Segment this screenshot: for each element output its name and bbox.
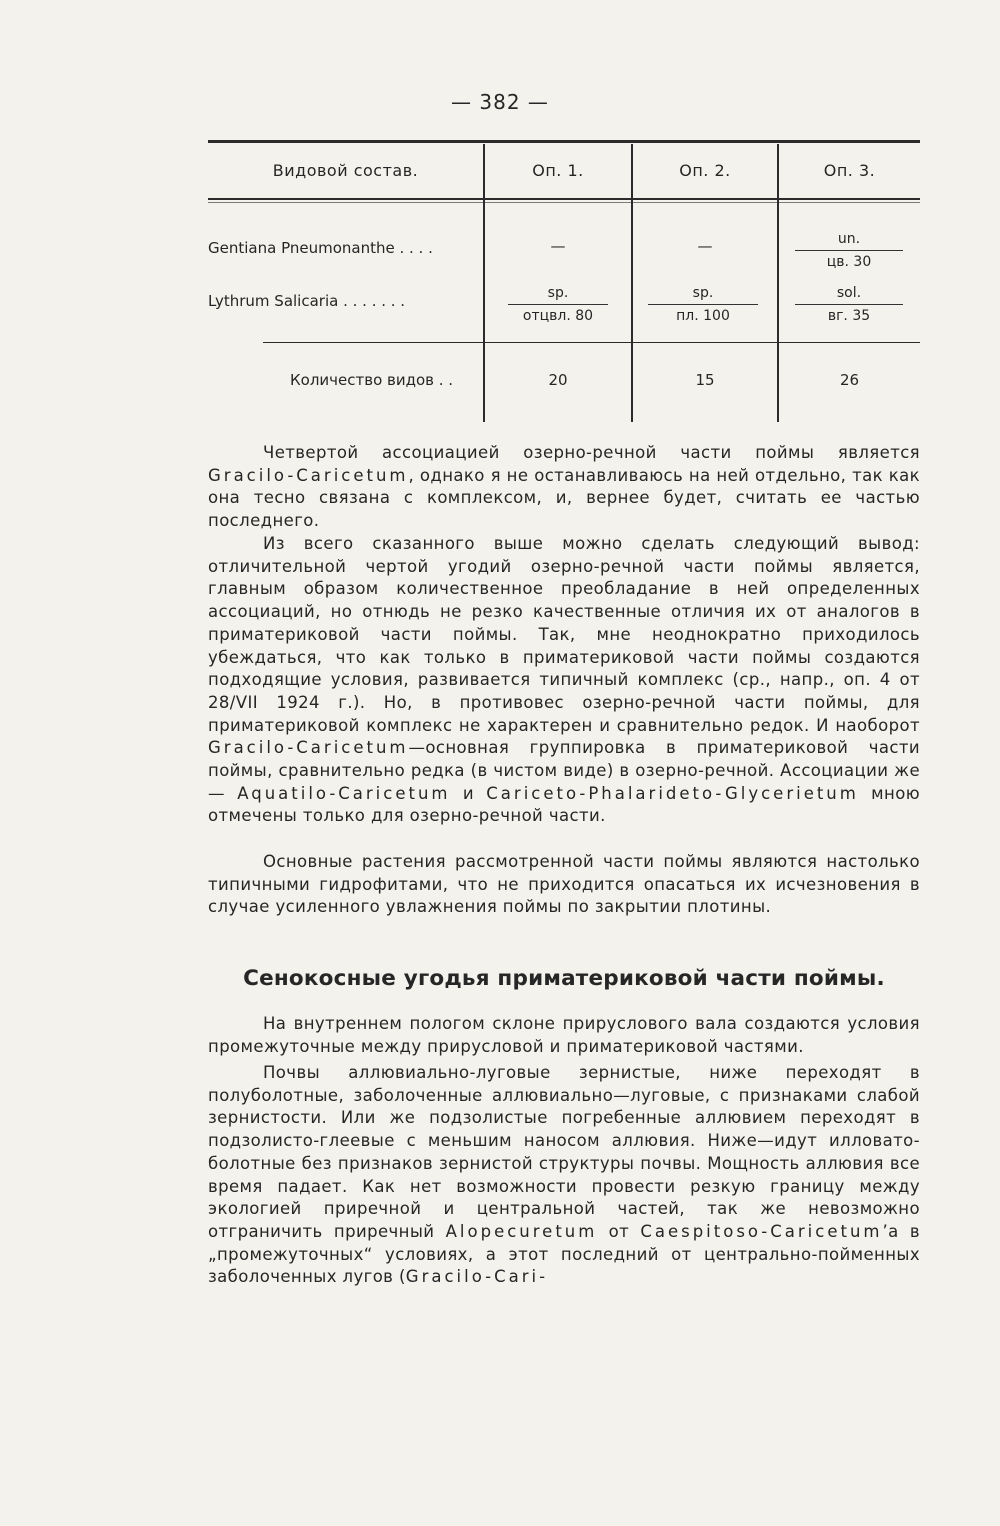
table-header-rule-2 [208,202,920,203]
row1-op3-stage: цв. 30 [826,254,872,270]
row2-op2-abundance: sp. [692,285,714,301]
table-total-rule [263,342,920,343]
row1-op3 [795,231,903,270]
p1-text-a: Четвертой ассоциацией озерно-речной части поймы является [263,443,920,462]
total-label: Количество видов . . [290,371,454,389]
table-top-rule [208,140,920,143]
p5-text-a: Почвы аллювиально-луговые зернистые, ниже переходят в полуболотные, заболоченные аллювиально—луговые, с признаками слабой зернистости. Или же подзолистые погребенные аллювием переходят в подзолисто-глеевые с меньшим наносом аллювия. Ниже—идут илловато-болотные без признаков зернистой структуры почвы. Мощность аллювия все время падает. Как нет возможности провести резкую границу между экологией приречной и центральной частей, так же невозможно отграничить приречный [208,1063,920,1241]
table-header-rule [208,198,920,200]
paragraph-4: На внутреннем пологом склоне прируслового вала создаются условия промежуточные между прирусловой и приматериковой частями. [208,1014,920,1056]
paragraph-1 [208,442,920,533]
p1-text-c: , однако я не останавливаюсь на ней отдельно, так как она тесно связана с комплексом, и, вернее будет, считать ее частью последнего. [208,465,920,531]
section-heading: Сенокосные угодья приматериковой части поймы. [243,966,885,991]
association-name: Cariceto-Phalarideto-Glycerietum [486,783,859,803]
total-op3: 26 [839,371,860,389]
row2-op2 [648,285,758,324]
row1-op1: — [550,237,566,255]
association-name: Caespitoso-Caricetum [640,1221,883,1241]
p2-text-e: и [450,783,487,803]
paragraph-3: Основные растения рассмотренной части поймы являются настолько типичными гидрофитами, что не приходится опасаться их исчезновения в случае усиленного увлажнения поймы по закрытии плотины. [208,852,920,917]
p2-text-c: —основная группировка в приматериковой части поймы, сравнительно редка (в чистом виде) в озерно-речной. Ассоциации же — [208,738,920,803]
total-op1: 20 [548,371,568,389]
species-lythrum: Lythrum Salicaria . . . . . . . [208,292,406,310]
row2-op3-abundance: sol. [836,285,862,301]
row1-op3-abundance: un. [837,231,861,247]
species-gentiana: Gentiana Pneumonanthe . . . . [208,239,433,257]
row2-op3 [795,285,903,324]
association-name: Alopecuretum [445,1221,598,1241]
total-op2: 15 [695,371,715,389]
row2-op1-stage: отцвл. 80 [522,308,594,324]
row1-op2: — [697,237,713,255]
row2-op1 [508,285,608,324]
paragraph-5 [208,1062,920,1289]
page-number: — 382 — [451,90,549,114]
p5-text-c: от [597,1221,641,1241]
association-name: Gracilo-Caricetum [208,465,409,485]
header-species: Видовой состав. [272,161,419,180]
association-name: Gracilo-Caricetum [208,738,409,758]
p2-text-a: Из всего сказанного выше можно сделать следующий вывод: отличительной чертой угодий озерно-речной части поймы является, главным образом количественное преобладание в ней определенных ассоциаций, но отнюдь не резко качественные отличия их от аналогов в приматериковой части поймы. Так, мне неоднократно приходилось убеждаться, что как только в приматериковой части поймы создаются подходящие условия, развивается типичный комплекс (ср., напр., оп. 4 от 28/VII 1924 г.). Но, в противовес озерно-речной части поймы, для приматериковой комплекс не характерен и сравнительно редок. И наоборот [208,534,920,735]
paragraph-2 [208,533,920,828]
p5-text-e: ’а в „промежуточных“ условиях, а этот последний от центрально-пойменных заболоченных лугов ( [208,1221,921,1287]
association-name: Gracilo-Cari- [405,1267,549,1287]
row2-op1-abundance: sp. [547,285,569,301]
row2-op3-stage: вг. 35 [827,308,871,324]
species-table [208,140,920,422]
header-op2: Оп. 2. [679,161,731,180]
p2-text-g: мною отмечены только для озерно-речной части. [208,783,920,826]
row2-op2-stage: пл. 100 [676,308,730,324]
association-name: Aquatilo-Caricetum [237,783,451,803]
header-op3: Оп. 3. [823,161,876,180]
header-op1: Оп. 1. [532,161,584,180]
